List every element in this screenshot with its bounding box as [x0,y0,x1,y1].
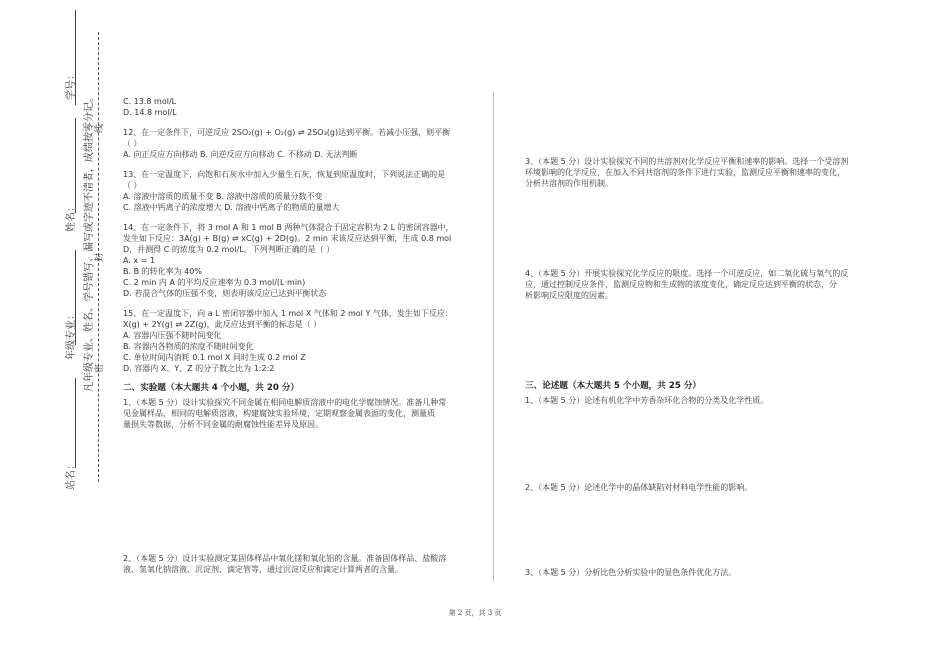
experiment-2 [123,553,483,575]
essay-2-block [525,482,870,493]
text-line: 量损失等数据，分析不同金属的耐腐蚀性能差异及原因。 [123,420,323,429]
section-2-title: 二、实验题（本大题共 4 个小题，共 20 分） [123,383,300,393]
student-id-line [75,10,76,105]
text-line: C. 13.8 mol/L [123,97,177,106]
seal-mark-feng: 封 [95,252,105,262]
text-line: 析影响反应限度的因素。 [525,291,613,300]
grade-major-label: 年级专业： [66,310,77,360]
section-3-title: 三、论述题（本大题共 5 个小题，共 25 分） [525,381,702,391]
column-divider [493,92,494,582]
essay-1: 1、（本题 5 分）论述有机化学中芳香杂环化合物的分类及化学性质。 [525,396,769,405]
seal-mark-mi: 密 [95,363,105,373]
essay-3: 3、（本题 5 分）分析比色分析实验中的显色条件优化方法。 [525,568,737,577]
essay-2: 2、（本题 5 分）论述化学中的晶体缺陷对材料电学性能的影响。 [525,483,753,492]
text-line: （ ） [123,181,142,190]
text-line: 1、（本题 5 分）设计实验探究不同金属在相同电解质溶液中的电化学腐蚀情况。准备几种常 [123,398,447,407]
text-line: A. 容器内压强不随时间变化 [123,331,222,340]
text-line: 2、（本题 5 分）设计实验测定某固体样品中氧化镁和氧化铝的含量。准备固体样品、盐酸溶 [123,554,447,563]
section-3 [525,377,870,406]
text-line: D. 容器内 X、Y、Z 的分子数之比为 1:2:2 [123,364,275,373]
experiment-3 [525,156,870,189]
exam-site-line [75,378,76,468]
exam-site-label: 站名： [66,460,77,490]
name-label: 姓名： [66,202,77,232]
question-11-options [123,96,483,118]
text-line: 应，通过控制反应条件，监测反应物和生成物的浓度变化，确定反应达到平衡的状态，分 [525,280,837,289]
text-line: C. 2 min 内 A 的平均反应速率为 0.3 mol/(L·min) [123,278,306,287]
left-column [123,96,483,430]
text-line: A. x = 1 [123,256,156,265]
experiment-4 [525,268,870,301]
text-line: 12、在一定条件下，可逆反应 2SO₂(g) + O₂(g) ⇌ 2SO₃(g)达到平衡。若减小压强，则平衡 [123,128,451,137]
text-line: B. 容器内各物质的浓度不随时间变化 [123,342,254,351]
grade-major-line [75,250,76,345]
text-line: D，并测得 C 的浓度为 0.2 mol/L。下列判断正确的是（ ） [123,245,335,254]
text-line: 分析共溶剂的作用机制。 [525,179,613,188]
text-line: 13、在一定温度下，向饱和石灰水中加入少量生石灰，恢复到原温度时，下列说法正确的是 [123,170,446,179]
question-14 [123,222,483,299]
essay-3-block [525,567,870,578]
text-line: A. 溶液中溶质的质量不变 B. 溶液中溶质的质量分数不变 [123,192,323,201]
text-line: 14、在一定条件下，将 3 mol A 和 1 mol B 两种气体混合于固定容积为 2 L 的密闭容器中， [123,223,454,232]
text-line: 3、（本题 5 分）设计实验探究不同的共溶剂对化学反应平衡和速率的影响。选择一个受溶剂 [525,157,849,166]
text-line: 液、氢氧化钠溶液、沉淀剂、滴定管等，通过沉淀反应和滴定计算两者的含量。 [123,565,403,574]
text-line: 发生如下反应：3A(g) + B(g) ⇌ xC(g) + 2D(g)。2 min 末该反应达到平衡，生成 0.8 mol [123,234,452,243]
binding-margin [0,0,110,672]
question-13 [123,169,483,213]
text-line: 4、（本题 5 分）开展实验探究化学反应的限度。选择一个可逆反应，如二氧化硫与氧气的反 [525,269,849,278]
text-line: A. 向正反应方向移动 B. 向逆反应方向移动 C. 不移动 D. 无法判断 [123,150,358,159]
text-line: C. 单位时间内消耗 0.1 mol X 同时生成 0.2 mol Z [123,353,306,362]
text-line: B. B 的转化率为 40% [123,267,202,276]
text-line: （ ） [123,139,142,148]
text-line: 见金属样品，相同的电解质溶液，构建腐蚀实验环境，定期观察金属表面的变化，测量质 [123,409,435,418]
name-line [75,118,76,213]
student-id-label: 学号： [66,70,77,100]
experiment-1 [123,397,483,430]
text-line: C. 溶液中钙离子的浓度增大 D. 溶液中钙离子的物质的量增大 [123,203,340,212]
question-15 [123,308,483,374]
seal-mark-xian: 线 [95,123,105,133]
page-footer: 第 2 页，共 3 页 [448,609,502,617]
text-line: X(g) + 2Y(g) ⇌ 2Z(g)，此反应达到平衡的标志是（ ） [123,320,322,329]
binding-notice: 凡年级专业、姓名、学号错写、漏写或字迹不清者，成绩按零分记。 [84,92,95,392]
text-line: D. 若混合气体的压强不变，则表明该反应已达到平衡状态 [123,289,327,298]
text-line: 环境影响的化学反应，在加入不同共溶剂的条件下进行实验，监测反应平衡和速率的变化， [525,168,845,177]
text-line: 15、在一定温度下，向 a L 密闭容器中加入 1 mol X 气体和 2 mol Y 气体，发生如下反应： [123,309,453,318]
text-line: D. 14.8 mol/L [123,108,177,117]
question-12 [123,127,483,160]
